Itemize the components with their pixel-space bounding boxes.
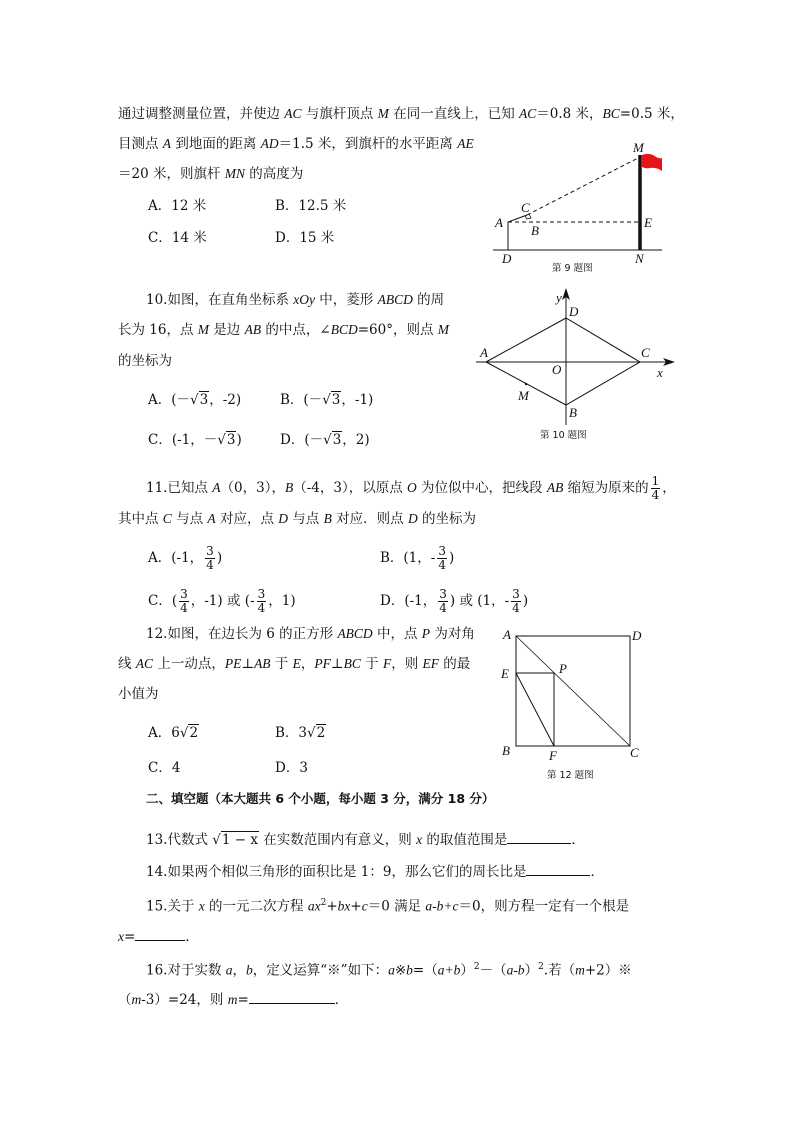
q10-option-b: B．(－√3，-1) xyxy=(280,392,374,408)
svg-text:N: N xyxy=(635,251,644,266)
q15-line-1: 15.关于 x 的一元二次方程 $ax^2+bx+c=0$ 满足 a-b+c＝0，则方程一定有一个根是 xyxy=(146,898,630,915)
fraction: $\frac{3}{4}$ xyxy=(512,587,520,615)
q11-option-b: B．(1，- $\frac{3}{4}$ ) xyxy=(380,544,455,572)
q9-option-c: C．14 米 xyxy=(148,230,207,246)
q10-option-c: C．(-1，－√3) xyxy=(148,432,242,448)
fraction: $\frac{1}{4}$ xyxy=(651,474,660,502)
svg-text:B: B xyxy=(502,743,510,758)
q16-line-1: 16.对于实数 a，b，定义运算“※”如下：$a※b=(a+b)^2-(a-b)^2$.若（m+2）※ xyxy=(146,962,632,979)
q9-line-2: 目测点 A 到地面的距离 AD＝1.5 米，到旗杆的水平距离 AE xyxy=(118,136,474,152)
q12-line-2: 线 AC 上一动点，PE⊥AB 于 E，PF⊥BC 于 F，则 EF 的最 xyxy=(118,656,471,672)
svg-text:A: A xyxy=(495,215,503,230)
q10-line-3: 的坐标为 xyxy=(118,353,172,369)
svg-text:D: D xyxy=(502,251,512,266)
answer-blank xyxy=(526,861,590,876)
sqrt-expression: √3 xyxy=(322,392,341,408)
q12-line-1: 12.如图，在边长为 6 的正方形 ABCD 中，点 P 为对角 xyxy=(146,626,475,642)
svg-text:E: E xyxy=(501,666,509,681)
q10-line-1: 10.如图，在直角坐标系 xOy 中，菱形 ABCD 的周 xyxy=(146,292,445,308)
answer-blank xyxy=(135,926,185,941)
fraction: $\frac{3}{4}$ xyxy=(180,587,188,615)
q9-option-d: D．15 米 xyxy=(275,230,335,246)
q16-line-2: （m-3）=24，则 m= ． xyxy=(118,989,348,1009)
svg-text:第 12 题图: 第 12 题图 xyxy=(547,770,594,781)
svg-text:D: D xyxy=(569,304,579,319)
q9-option-b: B．12.5 米 xyxy=(275,198,347,214)
svg-text:A: A xyxy=(503,627,511,642)
answer-blank xyxy=(249,989,335,1004)
q10-option-a: A．(－√3，-2) xyxy=(148,392,242,408)
q12-option-c: C．4 xyxy=(148,760,181,776)
q15-line-2: x= ． xyxy=(118,926,199,946)
fraction: $\frac{3}{4}$ xyxy=(438,544,446,572)
sqrt-expression: √3 xyxy=(323,432,342,448)
sqrt-expression: √1 − x xyxy=(212,832,258,848)
sqrt-expression: √2 xyxy=(179,725,199,741)
flag-icon xyxy=(642,154,662,171)
q9-option-a: A．12 米 xyxy=(148,198,207,214)
svg-text:y: y xyxy=(556,290,562,305)
svg-text:O: O xyxy=(552,362,562,377)
q9-line-1: 通过调整测量位置，并使边 AC 与旗杆顶点 M 在同一直线上，已知 AC＝0.8 米，BC=0.5 米， xyxy=(118,106,684,122)
svg-text:B: B xyxy=(531,223,539,238)
q11-line-2: 其中点 C 与点 A 对应，点 D 与点 B 对应．则点 D 的坐标为 xyxy=(118,511,476,527)
q14-line-1: 14.如果两个相似三角形的面积比是 1：9，那么它们的周长比是 ． xyxy=(146,861,604,881)
section-2-heading: 二、填空题（本大题共 6 个小题，每小题 3 分，满分 18 分） xyxy=(146,791,495,806)
fraction: $\frac{3}{4}$ xyxy=(257,587,266,615)
svg-text:M: M xyxy=(633,140,644,155)
svg-text:C: C xyxy=(630,745,639,760)
sqrt-expression: √3 xyxy=(190,392,209,408)
svg-text:B: B xyxy=(569,405,577,420)
svg-text:A: A xyxy=(480,345,488,360)
fraction: $\frac{3}{4}$ xyxy=(439,587,447,615)
svg-text:第 10 题图: 第 10 题图 xyxy=(540,430,587,441)
figure-10 xyxy=(476,288,675,441)
q11-option-a: A．(-1， $\frac{3}{4}$ ) xyxy=(148,544,223,572)
fraction: $\frac{3}{4}$ xyxy=(206,544,214,572)
svg-text:F: F xyxy=(549,748,557,763)
q10-line-2: 长为 16，点 M 是边 AB 的中点，∠BCD=60°，则点 M xyxy=(118,322,449,338)
q9-line-3: ＝20 米，则旗杆 MN 的高度为 xyxy=(118,166,304,182)
svg-text:E: E xyxy=(644,215,652,230)
q13-line-1: 13.代数式 √1 − x 在实数范围内有意义，则 x 的取值范围是 ． xyxy=(146,829,585,849)
svg-text:C: C xyxy=(641,345,650,360)
q12-option-d: D．3 xyxy=(275,760,308,776)
q12-line-3: 小值为 xyxy=(118,686,159,702)
svg-text:D: D xyxy=(632,628,642,643)
q11-option-c: C．( $\frac{3}{4}$ ，-1) 或 (- $\frac{3}{4}$ ，1) xyxy=(148,587,296,615)
q11-line-1: 11.已知点 A（0，3），B（-4，3），以原点 O 为位似中心，把线段 AB 缩短为原来的 $\frac{1}{4}$ ， xyxy=(146,474,676,502)
answer-blank xyxy=(507,829,571,844)
svg-text:第 9 题图: 第 9 题图 xyxy=(552,263,593,274)
q11-option-d: D．(-1， $\frac{3}{4}$ ) 或 (1，- $\frac{3}{4}$ ) xyxy=(380,587,529,615)
svg-text:C: C xyxy=(521,200,530,215)
figure-9 xyxy=(493,140,662,274)
q10-option-d: D．(－√3，2) xyxy=(280,432,370,448)
svg-text:x: x xyxy=(657,365,663,380)
figure-12 xyxy=(500,627,642,781)
q12-option-b: B．3√2 xyxy=(275,725,326,741)
sqrt-expression: √3 xyxy=(217,432,236,448)
svg-text:P: P xyxy=(559,661,567,676)
sqrt-expression: √2 xyxy=(307,725,326,741)
svg-text:M: M xyxy=(518,388,529,403)
q12-option-a: A．6√2 xyxy=(148,725,199,741)
